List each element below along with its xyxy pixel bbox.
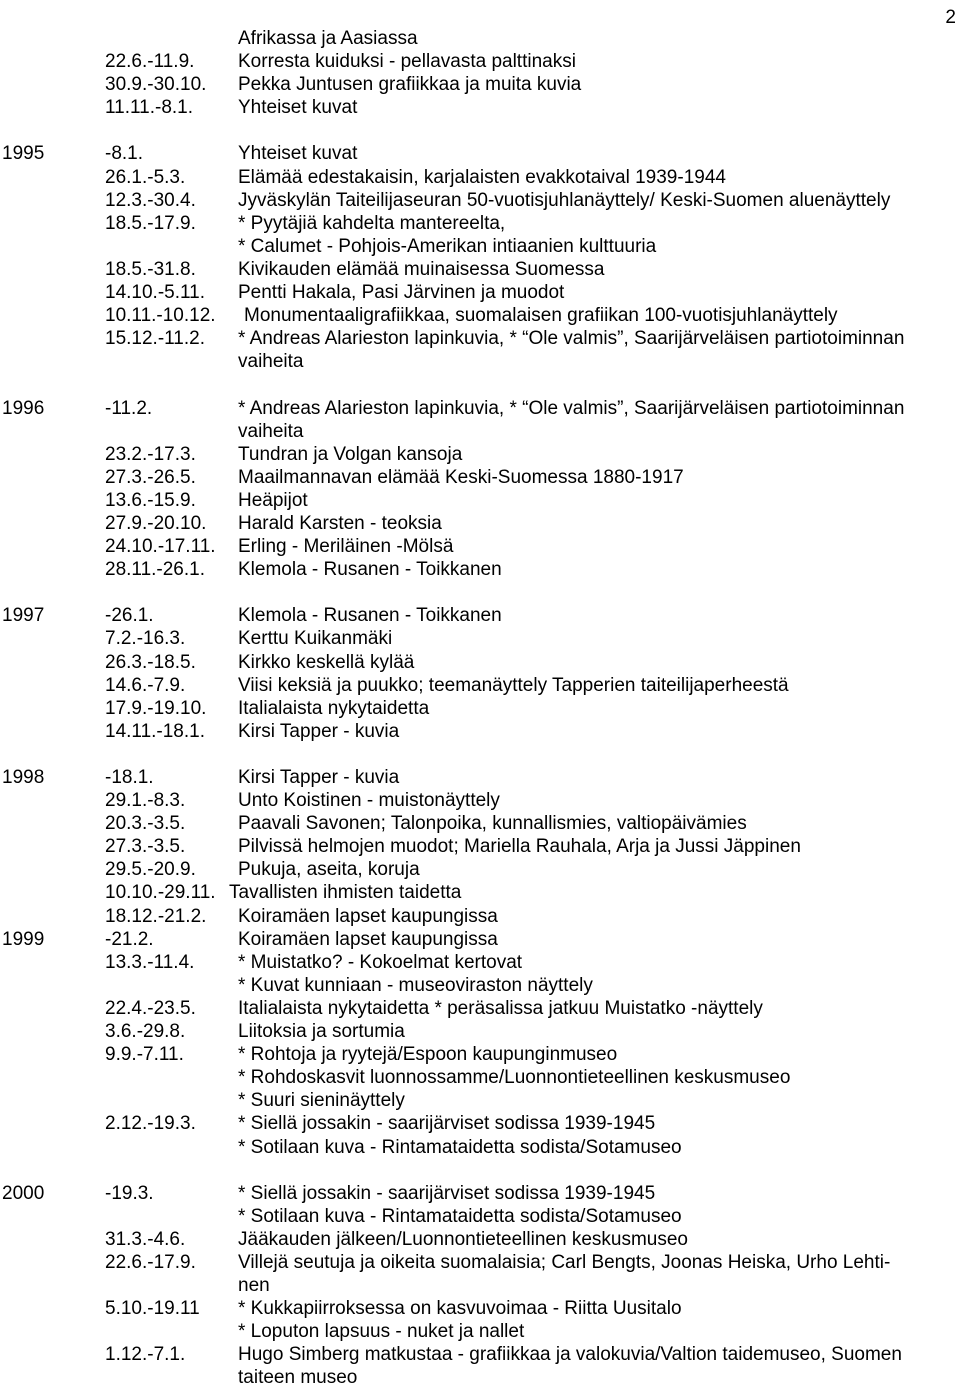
date-range: 30.9.-30.10. [105,74,207,96]
exhibition-title: nen [238,1275,270,1297]
row-spacer [0,1159,960,1182]
date-range: 11.11.-8.1. [105,97,194,119]
exhibition-row [0,651,960,674]
date-range: 12.3.-30.4. [105,189,196,211]
exhibition-row [0,1112,960,1135]
exhibition-row [0,1136,960,1159]
date-range: 27.9.-20.10. [105,512,207,534]
exhibition-title: Jyväskylän Taiteilijaseuran 50-vuotisjuhlanäyttely/ Keski-Suomen aluenäyttely [238,189,891,211]
exhibition-row [0,627,960,650]
date-range: 27.3.-26.5. [105,466,196,488]
exhibition-title: Harald Karsten - teoksia [238,512,442,534]
exhibition-title: Hugo Simberg matkustaa - grafiikkaa ja valokuvia/Valtion taidemuseo, Suomen [238,1344,902,1366]
exhibition-row [0,166,960,189]
exhibition-row [0,235,960,258]
exhibition-title: Korresta kuiduksi - pellavasta palttinaksi [238,51,576,73]
date-range: 7.2.-16.3. [105,628,186,650]
exhibition-title: * Andreas Alarieston lapinkuvia, * “Ole valmis”, Saarijärveläisen partiotoiminnan [238,328,905,350]
exhibition-title: Kirkko keskellä kylää [238,651,415,673]
exhibition-list [0,27,960,1390]
exhibition-row [0,212,960,235]
date-range: 18.5.-17.9. [105,212,196,234]
exhibition-row [0,858,960,881]
exhibition-title: vaiheita [238,420,304,442]
date-range: -8.1. [105,143,144,165]
exhibition-title: * Loputon lapsuus - nuket ja nallet [238,1321,525,1343]
exhibition-title: * Andreas Alarieston lapinkuvia, * “Ole valmis”, Saarijärveläisen partiotoiminnan [238,397,905,419]
date-range: 22.4.-23.5. [105,997,196,1019]
exhibition-title: Monumentaaligrafiikkaa, suomalaisen grafiikan 100-vuotisjuhlanäyttely [244,305,838,327]
exhibition-row [0,1320,960,1343]
year-label: 1998 [2,767,45,788]
exhibition-row [0,189,960,212]
date-range: -21.2. [105,928,154,950]
exhibition-title: Elämää edestakaisin, karjalaisten evakkotaival 1939-1944 [238,166,726,188]
exhibition-title: * Sotilaan kuva - Rintamataidetta sodista/Sotamuseo [238,1205,682,1227]
exhibition-row [0,397,960,420]
date-range: 26.3.-18.5. [105,651,196,673]
date-range: 27.3.-3.5. [105,836,186,858]
row-spacer [0,119,960,142]
exhibition-title: Maailmannavan elämää Keski-Suomessa 1880-1917 [238,466,684,488]
exhibition-title: Klemola - Rusanen - Toikkanen [238,605,502,627]
exhibition-row [0,1251,960,1274]
date-range: 14.6.-7.9. [105,674,186,696]
year-label: 2000 [2,1182,45,1204]
exhibition-row [0,1366,960,1389]
date-range: 9.9.-7.11. [105,1044,184,1066]
exhibition-row [0,443,960,466]
exhibition-row [0,1182,960,1205]
exhibition-title: Viisi keksiä ja puukko; teemanäyttely Tapperien taiteilijaperheestä [238,674,789,696]
date-range: 14.10.-5.11. [105,282,206,304]
exhibition-row [0,535,960,558]
date-range: 22.6.-17.9. [105,1251,196,1273]
exhibition-title: Pentti Hakala, Pasi Järvinen ja muodot [238,282,565,304]
year-label: 1995 [2,143,45,165]
row-spacer [0,581,960,604]
exhibition-row [0,258,960,281]
date-range: 3.6.-29.8. [105,1021,186,1043]
exhibition-title: Klemola - Rusanen - Toikkanen [238,559,502,581]
row-spacer [0,373,960,396]
exhibition-title: Pekka Juntusen grafiikkaa ja muita kuvia [238,74,582,96]
exhibition-row [0,420,960,443]
exhibition-row [0,789,960,812]
exhibition-title: Koiramäen lapset kaupungissa [238,905,498,927]
exhibition-row [0,1297,960,1320]
exhibition-title: Yhteiset kuvat [238,97,358,119]
exhibition-row [0,1274,960,1297]
date-range: 14.11.-18.1. [105,720,206,742]
exhibition-row [0,350,960,373]
date-range: 24.10.-17.11. [105,536,216,558]
exhibition-row [0,604,960,627]
exhibition-row [0,281,960,304]
page-number: 2 [945,7,956,28]
exhibition-title: * Kukkapiirroksessa on kasvuvoimaa - Riitta Uusitalo [238,1298,682,1320]
exhibition-row [0,697,960,720]
date-range: 18.12.-21.2. [105,905,207,927]
date-range: 22.6.-11.9. [105,51,195,73]
exhibition-title: Afrikassa ja Aasiassa [238,28,418,49]
date-range: 18.5.-31.8. [105,258,196,280]
exhibition-title: Pilvissä helmojen muodot; Mariella Rauhala, Arja ja Jussi Jäppinen [238,836,801,858]
date-range: 10.11.-10.12. [105,305,216,327]
exhibition-title: Tavallisten ihmisten taidetta [229,882,462,904]
exhibition-row [0,1343,960,1366]
exhibition-row [0,835,960,858]
exhibition-title: * Sotilaan kuva - Rintamataidetta sodista/Sotamuseo [238,1136,682,1158]
exhibition-row [0,50,960,73]
date-range: 15.12.-11.2. [105,328,206,350]
row-spacer [0,743,960,766]
year-label: 1996 [2,397,45,419]
exhibition-row [0,1043,960,1066]
exhibition-row [0,905,960,928]
exhibition-title: * Siellä jossakin - saarijärviset sodissa 1939-1945 [238,1182,656,1204]
exhibition-row [0,27,960,50]
exhibition-title: * Rohtoja ja ryytejä/Espoon kaupunginmuseo [238,1044,618,1066]
exhibition-row [0,720,960,743]
exhibition-title: Koiramäen lapset kaupungissa [238,928,498,950]
date-range: -19.3. [105,1182,154,1204]
exhibition-row [0,1205,960,1228]
exhibition-title: * Muistatko? - Kokoelmat kertovat [238,951,523,973]
exhibition-title: * Kuvat kunniaan - museoviraston näyttely [238,974,593,996]
exhibition-title: Italialaista nykytaidetta * peräsalissa jatkuu Muistatko -näyttely [238,997,763,1019]
exhibition-row [0,812,960,835]
date-range: -11.2. [105,397,153,419]
exhibition-row [0,1228,960,1251]
date-range: 10.10.-29.11. [105,882,216,904]
exhibition-title: Kirsi Tapper - kuvia [238,720,400,742]
exhibition-row [0,327,960,350]
exhibition-row [0,489,960,512]
exhibition-title: vaiheita [238,351,304,373]
exhibition-row [0,974,960,997]
exhibition-title: Pukuja, aseita, koruja [238,859,420,881]
date-range: 23.2.-17.3. [105,443,196,465]
exhibition-row [0,997,960,1020]
date-range: 2.12.-19.3. [105,1113,196,1135]
exhibition-title: Kivikauden elämää muinaisessa Suomessa [238,258,605,280]
exhibition-row [0,96,960,119]
exhibition-title: Unto Koistinen - muistonäyttely [238,790,500,812]
exhibition-row [0,928,960,951]
exhibition-row [0,1066,960,1089]
exhibition-title: Kerttu Kuikanmäki [238,628,393,650]
exhibition-row [0,558,960,581]
exhibition-title: Villejä seutuja ja oikeita suomalaisia; Carl Bengts, Joonas Heiska, Urho Lehti- [238,1251,891,1273]
date-range: 13.6.-15.9. [105,489,196,511]
exhibition-title: Yhteiset kuvat [238,143,358,165]
exhibition-title: * Suuri sieninäyttely [238,1090,405,1112]
exhibition-row [0,73,960,96]
exhibition-row [0,466,960,489]
exhibition-title: Liitoksia ja sortumia [238,1021,405,1043]
exhibition-row [0,304,960,327]
year-label: 1999 [2,928,45,950]
date-range: 5.10.-19.11 [105,1298,200,1320]
exhibition-row [0,674,960,697]
exhibition-title: Tundran ja Volgan kansoja [238,443,463,465]
date-range: 31.3.-4.6. [105,1228,186,1250]
date-range: -26.1. [105,605,154,627]
exhibition-title: Jääkauden jälkeen/Luonnontieteellinen keskusmuseo [238,1228,688,1250]
exhibition-row [0,1020,960,1043]
exhibition-row [0,1089,960,1112]
date-range: 13.3.-11.4. [105,951,195,973]
date-range: 1.12.-7.1. [105,1344,186,1366]
year-label: 1997 [2,605,45,627]
exhibition-title: taiteen museo [238,1367,358,1389]
exhibition-title: Paavali Savonen; Talonpoika, kunnallismies, valtiopäivämies [238,813,747,835]
exhibition-row [0,951,960,974]
date-range: 28.11.-26.1. [105,559,206,581]
exhibition-title: * Pyytäjiä kahdelta mantereelta, [238,212,506,234]
exhibition-title: * Rohdoskasvit luonnossamme/Luonnontieteellinen keskusmuseo [238,1067,791,1089]
exhibition-row [0,881,960,904]
exhibition-title: Italialaista nykytaidetta [238,697,430,719]
exhibition-row [0,142,960,165]
exhibition-title: Kirsi Tapper - kuvia [238,767,400,788]
exhibition-title: * Siellä jossakin - saarijärviset sodissa 1939-1945 [238,1113,656,1135]
date-range: 17.9.-19.10. [105,697,207,719]
exhibition-title: Heäpijot [238,489,308,511]
exhibition-title: Erling - Meriläinen -Mölsä [238,536,454,558]
date-range: 20.3.-3.5. [105,813,186,835]
date-range: 26.1.-5.3. [105,166,186,188]
date-range: 29.1.-8.3. [105,790,186,812]
exhibition-row [0,512,960,535]
date-range: 29.5.-20.9. [105,859,196,881]
date-range: -18.1. [105,767,154,788]
exhibition-title: * Calumet - Pohjois-Amerikan intiaanien kulttuuria [238,235,657,257]
exhibition-row [0,766,960,789]
